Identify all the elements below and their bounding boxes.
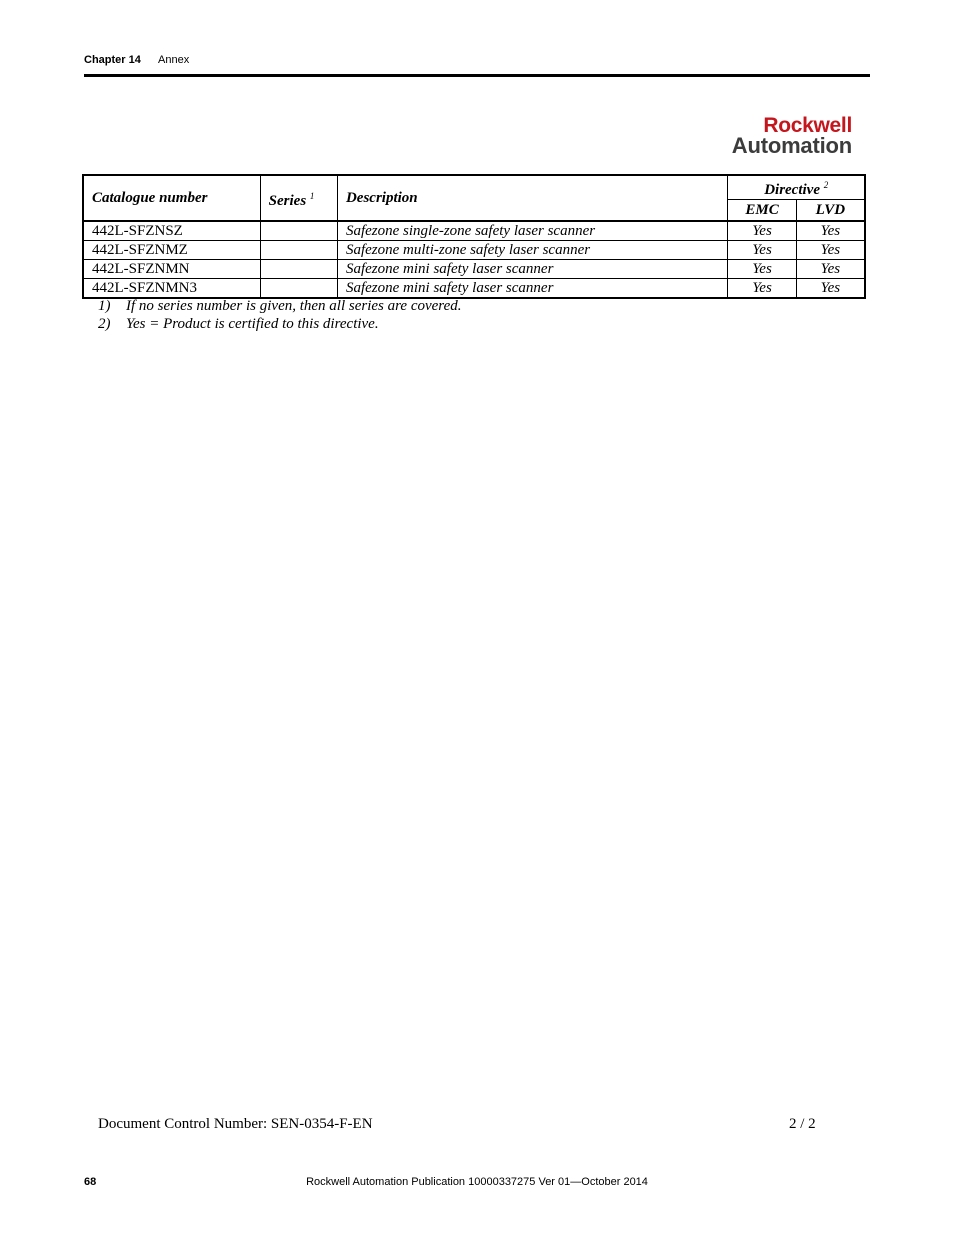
col-header-series: Series $^1$	[260, 175, 337, 221]
series-cell	[260, 279, 337, 299]
description-cell: Safezone single-zone safety laser scanner	[337, 221, 727, 241]
lvd-cell: Yes	[796, 279, 865, 299]
catalogue-cell: 442L-SFZNMZ	[83, 241, 260, 260]
catalogue-cell: 442L-SFZNMN	[83, 260, 260, 279]
chapter-label: Chapter 14	[84, 54, 141, 66]
product-directive-table	[82, 174, 866, 299]
table-row	[83, 221, 865, 241]
catalogue-cell: 442L-SFZNMN3	[83, 279, 260, 299]
description-cell: Safezone mini safety laser scanner	[337, 260, 727, 279]
col-header-lvd: LVD	[796, 200, 865, 222]
catalogue-cell: 442L-SFZNSZ	[83, 221, 260, 241]
lvd-cell: Yes	[796, 260, 865, 279]
col-header-directive: Directive $^2$	[728, 175, 865, 200]
col-header-catalogue: Catalogue number	[83, 175, 260, 221]
lvd-cell: Yes	[796, 241, 865, 260]
directive-footnote-ref: 2	[823, 180, 829, 190]
description-cell: Safezone mini safety laser scanner	[337, 279, 727, 299]
emc-cell: Yes	[728, 241, 796, 260]
table-footnotes	[98, 297, 461, 333]
emc-cell: Yes	[728, 221, 796, 241]
publication-footer: Rockwell Automation Publication 10000337275 Ver 01—October 2014	[306, 1176, 648, 1188]
emc-cell: Yes	[728, 260, 796, 279]
logo-line-1: Rockwell	[763, 114, 852, 137]
series-cell	[260, 260, 337, 279]
running-header	[84, 54, 190, 66]
section-label: Annex	[158, 54, 190, 66]
lvd-cell: Yes	[796, 221, 865, 241]
footnote-1: 1) If no series number is given, then all series are covered.	[98, 298, 462, 314]
logo-line-2: Automation	[731, 133, 852, 158]
emc-cell: Yes	[728, 279, 796, 299]
table-row	[83, 241, 865, 260]
document-control-number: Document Control Number: SEN-0354-F-EN	[98, 1116, 373, 1132]
rockwell-automation-logo	[700, 115, 852, 157]
page-number: 68	[84, 1176, 97, 1188]
table-row	[83, 260, 865, 279]
col-header-description: Description	[337, 175, 727, 221]
page-of-count: 2 / 2	[789, 1116, 816, 1132]
description-cell: Safezone multi-zone safety laser scanner	[337, 241, 727, 260]
col-header-emc: EMC	[728, 200, 796, 222]
table-row	[83, 279, 865, 299]
series-footnote-ref: 1	[309, 190, 315, 201]
series-cell	[260, 241, 337, 260]
footnote-2: 2) Yes = Product is certified to this directive.	[98, 316, 379, 332]
header-rule	[84, 74, 870, 77]
series-cell	[260, 221, 337, 241]
